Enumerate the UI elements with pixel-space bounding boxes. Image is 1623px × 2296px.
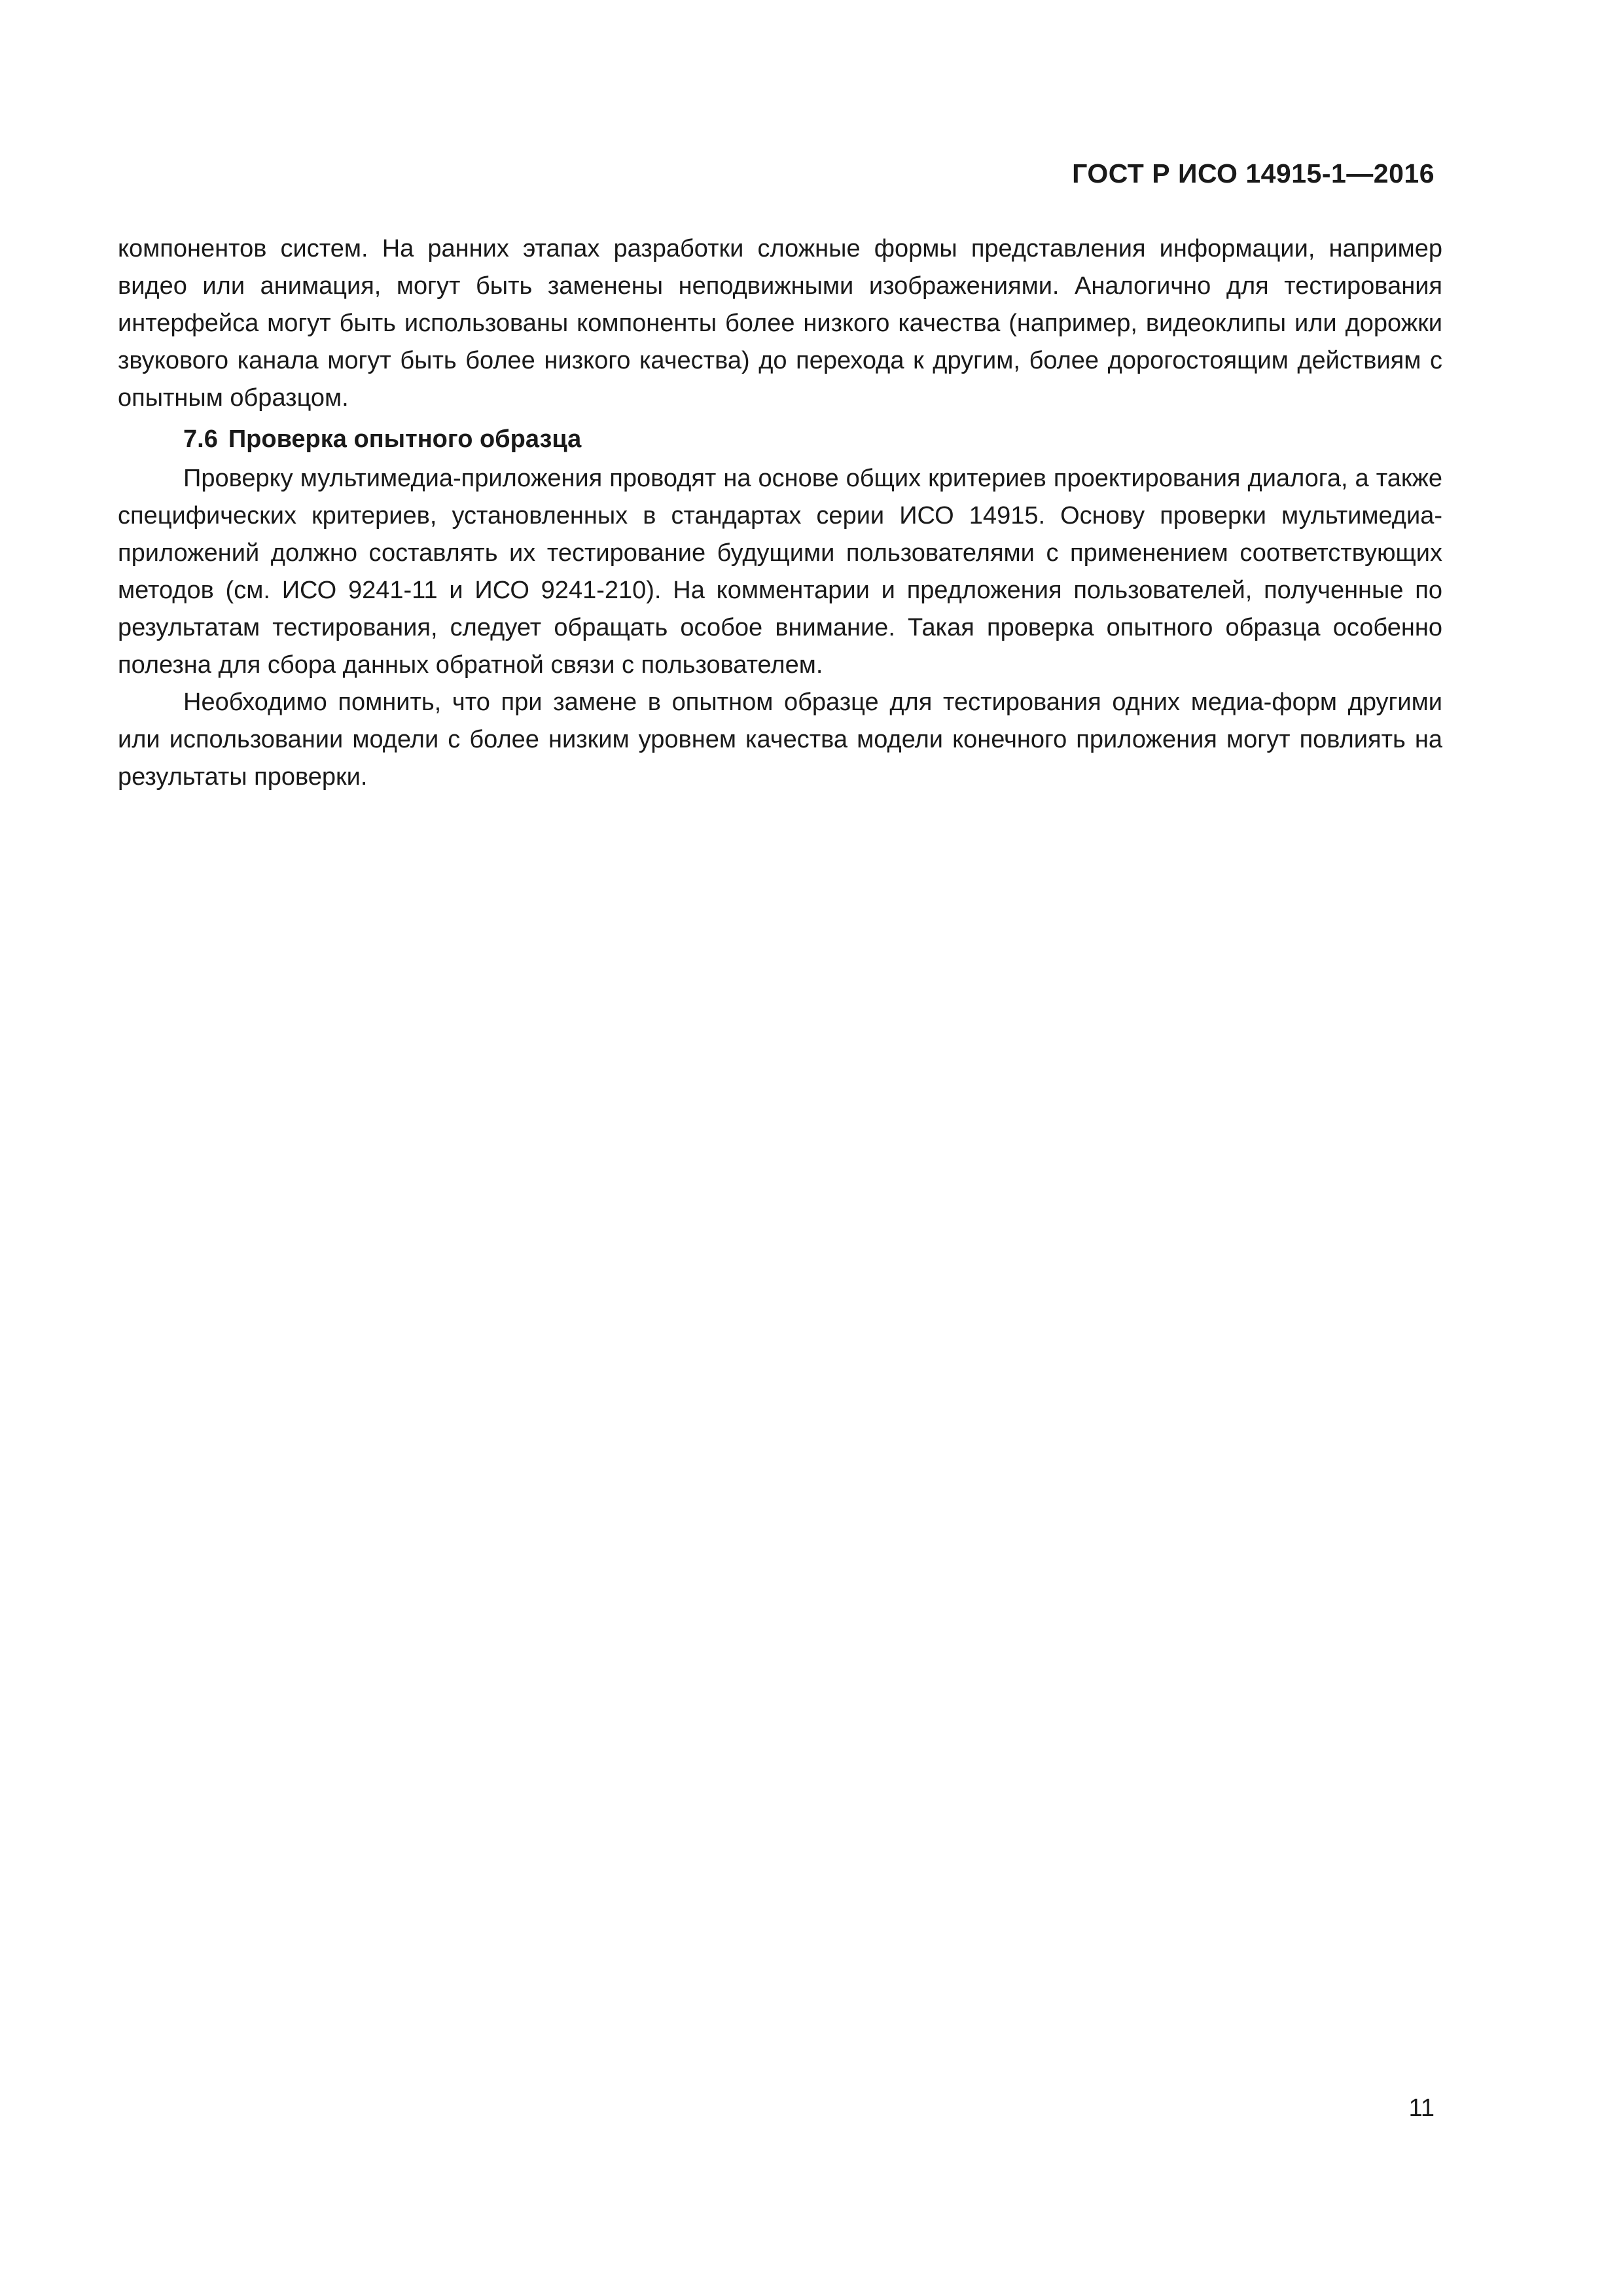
- document-header-id: ГОСТ Р ИСО 14915-1—2016: [1072, 158, 1435, 188]
- document-body: [118, 230, 1442, 796]
- section-title: Проверка опытного образца: [228, 425, 582, 453]
- paragraph: Проверку мультимедиа-приложения проводят на основе общих критериев проектирования диалога, а также специфических критериев, установленных в стандартах серии ИСО 14915. Основу проверки мультимедиа-приложений должно составлять их тестирование будущими пользователями с применением соответствующих методов (см. ИСО 9241-11 и ИСО 9241-210). На комментарии и предложения пользователей, полученные по результатам тестирования, следует обращать особое внимание. Такая проверка опытного образца особенно полезна для сбора данных обратной связи с пользователем.: [118, 465, 1442, 679]
- paragraph: Необходимо помнить, что при замене в опытном образце для тестирования одних медиа-форм другими или использовании модели с более низким уровнем качества модели конечного приложения могут повлиять на результаты проверки.: [118, 689, 1442, 791]
- section-heading: [118, 421, 1442, 458]
- page-number: 11: [1408, 2094, 1435, 2122]
- paragraph-continuation: компонентов систем. На ранних этапах разработки сложные формы представления информации, например видео или анимация, могут быть заменены неподвижными изображениями. Аналогично для тестирования интерфейса могут быть использованы компоненты более низкого качества (например, видеоклипы или дорожки звукового канала могут быть более низкого качества) до перехода к другим, более дорогостоящим действиям с опытным образцом.: [118, 235, 1442, 412]
- section-number: 7.6: [183, 425, 218, 453]
